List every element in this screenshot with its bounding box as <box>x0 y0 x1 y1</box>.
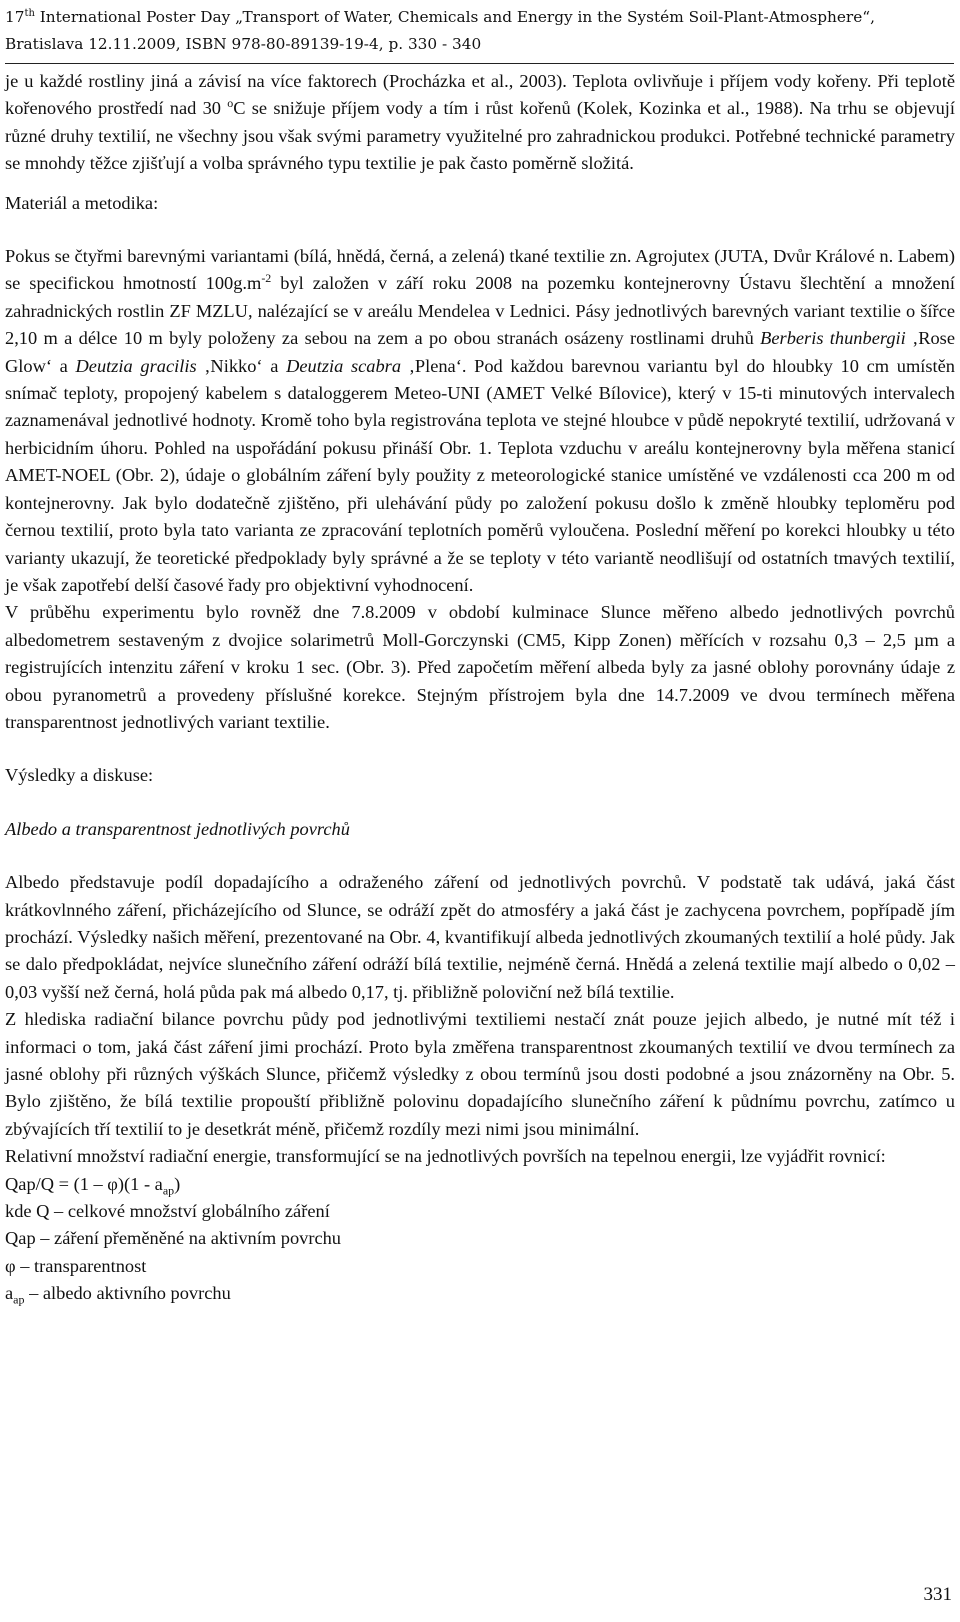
header-edition-superscript: th <box>24 7 35 19</box>
results-paragraph-2: Z hlediska radiační bilance povrchu půdy pod jednotlivými textiliemi nestačí znát pouze jejich albedo, je nutné mít též i informaci o tom, jaká část záření jimi prochází. Proto byla změřena transparentnost zkoumaných textilií ve dvou termínech za jasné oblohy při různých výškách Slunce, přičemž výsledky z obou termínů jsou dosti podobné a jsou znázorněny na Obr. 5. Bylo zjištěno, že bílá textilie propouští přibližně polovinu dopadajícího slunečního záření k půdnímu povrchu, zatímco u zbývajících tří textilií to je desetkrát méně, přičemž rozdíly mezi nimi jsou minimální. <box>5 1009 955 1139</box>
equation-subscript: ap <box>162 1183 175 1198</box>
methods-text-d: ‚Nikko‘ a <box>196 355 287 376</box>
methods-text-b: byl založen v září roku 2008 na pozemku kontejnerovny Ústavu šlechtění a množení zahradnických rostlin ZF MZLU, nalézající se v areálu Mendelea v Lednici. Pásy jednotlivých barevných variant textilie o šířce 2,10 m a délce 10 m byly položeny za sebou na zem a po obou stranách osázeny rostlinami druhů <box>5 273 955 349</box>
article-body <box>5 68 955 1308</box>
header-line-2: Bratislava 12.11.2009, ISBN 978-80-89139-19-4, p. 330 - 340 <box>5 35 482 53</box>
legend-albedo-symbol: a <box>5 1283 14 1304</box>
legend-albedo-text: – albedo aktivního povrchu <box>24 1283 231 1304</box>
species-berberis: Berberis thunbergii <box>760 328 906 349</box>
intro-paragraph <box>5 68 955 178</box>
methods-paragraph <box>5 243 955 599</box>
methods-text-e: ‚Plena‘. Pod každou barevnou variantu byl do hloubky 10 cm umístěn snímač teploty, propojený kabelem s dataloggerem Meteo-UNI (AMET Velké Bílovice), který v 15-ti minutových intervalech zaznamenával jednotlivé hodnoty. Kromě toho byla registrována teplota ve stejné hloubce v půdě nepokryté textilií, udržovaná v herbicidním úhoru. Pohled na uspořádání pokusu přináší Obr. 1. Teplota vzduchu v areálu kontejnerovny byla měřena stanicí AMET-NOEL (Obr. 2), údaje o globálním záření byly použity z meteorologické stanice umístěné ve vzdálenosti cca 200 m od kontejnerovny. Jak bylo dodatečně zjištěno, při ulehávání půdy po založení pokusu došlo k změně hloubky teploměru pod černou textilií, proto byla tato varianta ze zpracování teplotních poměrů vyloučena. Poslední měření po korekci hloubky u této varianty ukazují, že teoretické předpoklady byly správné a že se teploty v této variantě neodlišují od ostatních tmavých textilií, je však zapotřebí delší časové řady pro objektivní vyhodnocení. <box>5 355 955 595</box>
degree-superscript: o <box>227 96 234 111</box>
methods-text-a: Pokus se čtyřmi barevnými variantami (bílá, hnědá, černá, a zelená) tkané textilie zn. Agrojutex (JUTA, Dvůr Králové n. Labem) se specifickou hmotností 100g.m <box>5 246 955 294</box>
results-paragraph-3: Relativní množství radiační energie, transformující se na jednotlivých površích na tepelnou energii, lze vyjádřit rovnicí: <box>5 1146 886 1167</box>
header-conference-title: International Poster Day „Transport of Water, Chemicals and Energy in the Systém Soil-Plant-Atmosphere“, <box>34 8 875 26</box>
legend-qap: Qap – záření přeměněné na aktivním povrchu <box>5 1228 342 1249</box>
species-deutzia-gracilis: Deutzia gracilis <box>75 355 197 376</box>
header-line-1 <box>5 4 955 31</box>
methods-heading: Materiál a metodika: <box>5 192 159 213</box>
legend-q: kde Q – celkové množství globálního záření <box>5 1201 330 1222</box>
results-heading: Výsledky a diskuse: <box>5 765 154 786</box>
legend-albedo-subscript: ap <box>13 1292 25 1307</box>
methods-text-c: ‚Rose Glow‘ a <box>5 328 956 376</box>
legend-albedo <box>5 1280 955 1307</box>
methods-paragraph-2: V průběhu experimentu bylo rovněž dne 7.8.2009 v období kulminace Slunce měřeno albedo jednotlivých povrchů albedometrem sestaveným z dvojice solarimetrů Moll-Gorczynski (CM5, Kipp Zonen) měřících v rozsahu 0,3 – 2,5 µm a registrujících intenzitu záření v kroku 1 sec. (Obr. 3). Před započetím měření albeda byly za jasné oblohy porovnány údaje z obou pyranometrů a provedeny příslušné korekce. Stejným přístrojem byla dne 14.7.2009 ve dvou termínech měřena transparentnost jednotlivých variant textilie. <box>5 602 955 732</box>
equation <box>5 1171 955 1198</box>
intro-text-b: C se snižuje příjem vody a tím i růst kořenů (Kolek, Kozinka et al., 1988). Na trhu se objevují různé druhy textilií, ne všechny jsou však svými parametry využitelné pro zahradnickou produkci. Potřebné technické parametry se mnohdy těžce zjišťují a volba správného typu textilie je pak často poměrně složitá. <box>5 98 955 174</box>
running-header <box>5 4 955 58</box>
albedo-subheading: Albedo a transparentnost jednotlivých povrchů <box>5 818 350 839</box>
legend-phi: φ – transparentnost <box>5 1255 147 1276</box>
intro-text-a: je u každé rostliny jiná a závisí na více faktorech (Procházka et al., 2003). Teplota ovlivňuje i příjem vody kořeny. Při teplotě kořenového prostředí nad 30 <box>5 71 955 119</box>
results-paragraph-1: Albedo představuje podíl dopadajícího a odraženého záření od jednotlivých povrchů. V podstatě tak udává, jaká část krátkovlnného záření, přicházejícího od Slunce, se odráží zpět do atmosféry a jaká část je zachycena povrchem, popřípadě jím prochází. Výsledky našich měření, prezentované na Obr. 4, kvantifikují albeda jednotlivých zkoumaných textilií a holé půdy. Jak se dalo předpokládat, nejvíce slunečního záření odráží bílá textilie, nejméně černá. Hnědá a zelená textilie mají albedo o 0,02 – 0,03 vyšší než černá, holá půda pak má albedo 0,17, tj. přibližně poloviční než bílá textilie. <box>5 872 955 1002</box>
species-deutzia-scabra: Deutzia scabra <box>286 355 402 376</box>
header-edition-number: 17 <box>5 8 25 26</box>
equation-right: ) <box>174 1173 181 1194</box>
methods-exponent: -2 <box>261 271 272 286</box>
header-divider <box>5 63 954 64</box>
page-number: 331 <box>923 1584 952 1605</box>
equation-left: Qap/Q = (1 – φ)(1 - a <box>5 1173 163 1194</box>
